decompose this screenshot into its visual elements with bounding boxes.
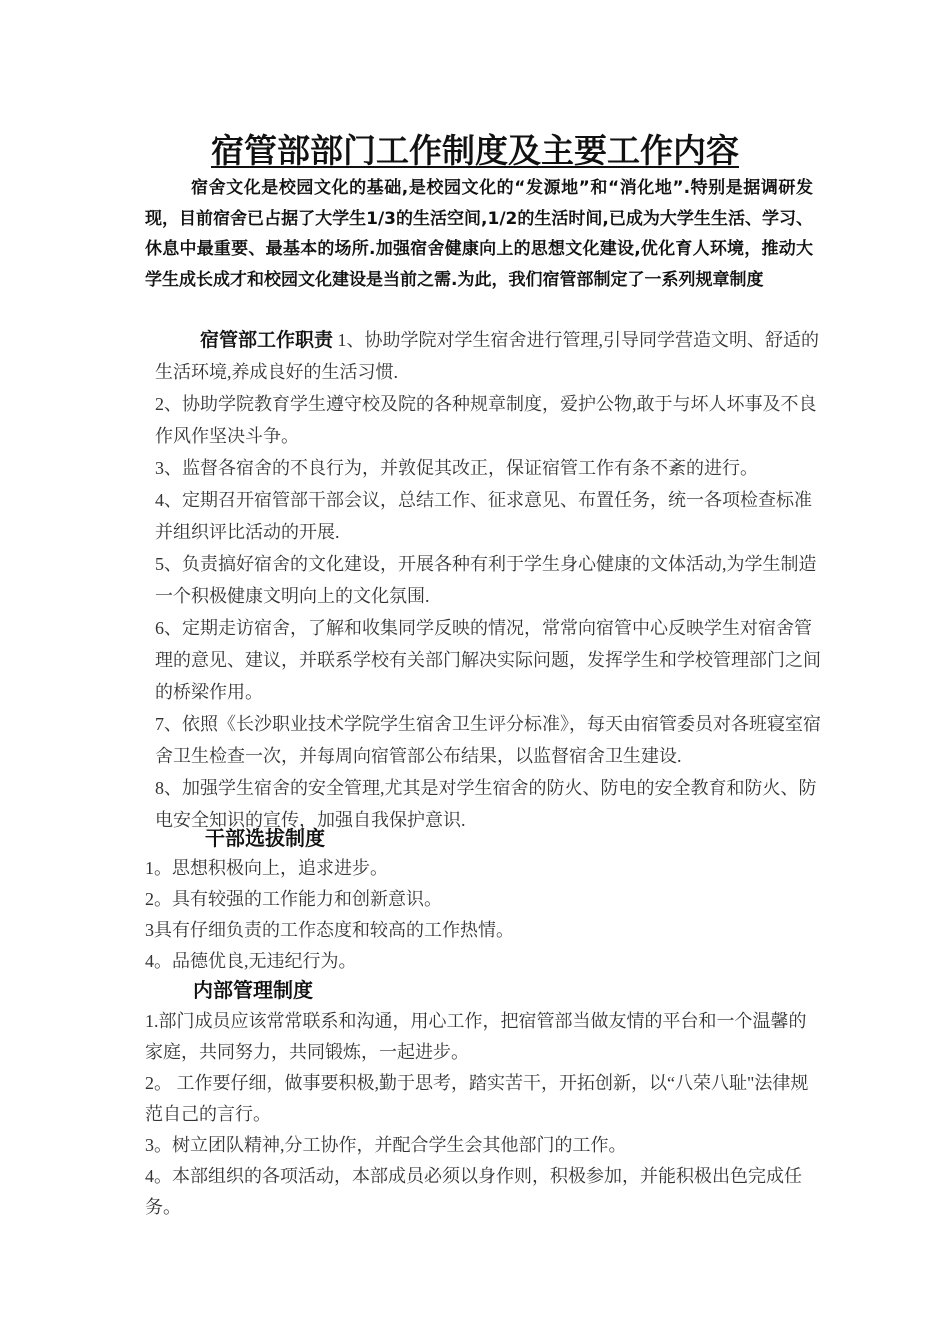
list-item: 1.部门成员应该常常联系和沟通，用心工作，把宿管部当做友情的平台和一个温馨的家庭，共同努力，共同锻炼，一起进步。 xyxy=(145,1011,807,1062)
duty-item: 5、负责搞好宿舍的文化建设，开展各种有利于学生身心健康的文体活动,为学生制造一个积极健康文明向上的文化氛围. xyxy=(155,554,817,606)
list-item: 2。 工作要仔细，做事要积极,勤于思考，踏实苦干，开拓创新，以“八荣八耻"法律规范自己的言行。 xyxy=(145,1073,809,1124)
duty-item: 8、加强学生宿舍的安全管理,尤其是对学生宿舍的防火、防电的安全教育和防火、防电安全知识的宣传，加强自我保护意识. xyxy=(155,778,817,830)
list-item: 3具有仔细负责的工作态度和较高的工作热情。 xyxy=(145,920,514,940)
list-item: 2。具有较强的工作能力和创新意识。 xyxy=(145,889,442,909)
duty-item: 3、监督各宿舍的不良行为，并敦促其改正，保证宿管工作有条不紊的进行。 xyxy=(155,458,758,478)
cadre-heading: 干部选拔制度 xyxy=(205,826,325,850)
duty-item: 7、依照《长沙职业技术学院学生宿舍卫生评分标准》，每天由宿管委员对各班寝室宿舍卫生检查一次，并每周向宿管部公布结果，以监督宿舍卫生建设. xyxy=(155,714,821,766)
duty-item xyxy=(155,324,825,388)
internal-list xyxy=(145,1006,810,1223)
cadre-list xyxy=(145,853,810,977)
duty-item: 6、定期走访宿舍，了解和收集同学反映的情况，常常向宿管中心反映学生对宿舍管理的意见、建议，并联系学校有关部门解决实际问题，发挥学生和学校管理部门之间的桥梁作用。 xyxy=(155,618,821,702)
list-item: 1。思想积极向上，追求进步。 xyxy=(145,858,388,878)
list-item: 4。本部组织的各项活动，本部成员必须以身作则，积极参加，并能积极出色完成任务。 xyxy=(145,1166,802,1217)
intro-paragraph: 宿舍文化是校园文化的基础,是校园文化的“发源地”和“消化地”.特别是据调研发现，目前宿舍已占据了大学生1/3的生活空间,1/2的生活时间,已成为大学生生活、学习、休息中最重要、最基本的场所.加强宿舍健康向上的思想文化建设,优化育人环境，推动大学生成长成才和校园文化建设是当前之需.为此，我们宿管部制定了一系列规章制度 xyxy=(145,178,813,290)
duties-section xyxy=(155,324,825,836)
internal-heading: 内部管理制度 xyxy=(193,978,313,1002)
duty-item: 2、协助学院教育学生遵守校及院的各种规章制度，爱护公物,敢于与坏人坏事及不良作风作坚决斗争。 xyxy=(155,394,817,446)
duties-heading: 宿管部工作职责 xyxy=(200,329,334,351)
duty-item: 4、定期召开宿管部干部会议，总结工作、征求意见、布置任务，统一各项检查标准并组织评比活动的开展. xyxy=(155,490,812,542)
duty-item-text: 1、协助学院对学生宿舍进行管理,引导同学营造文明、舒适的生活环境,养成良好的生活习惯. xyxy=(155,330,820,382)
list-item: 4。品德优良,无违纪行为。 xyxy=(145,951,357,971)
list-item: 3。树立团队精神,分工协作，并配合学生会其他部门的工作。 xyxy=(145,1135,627,1155)
document-title: 宿管部部门工作制度及主要工作内容 xyxy=(211,131,739,170)
